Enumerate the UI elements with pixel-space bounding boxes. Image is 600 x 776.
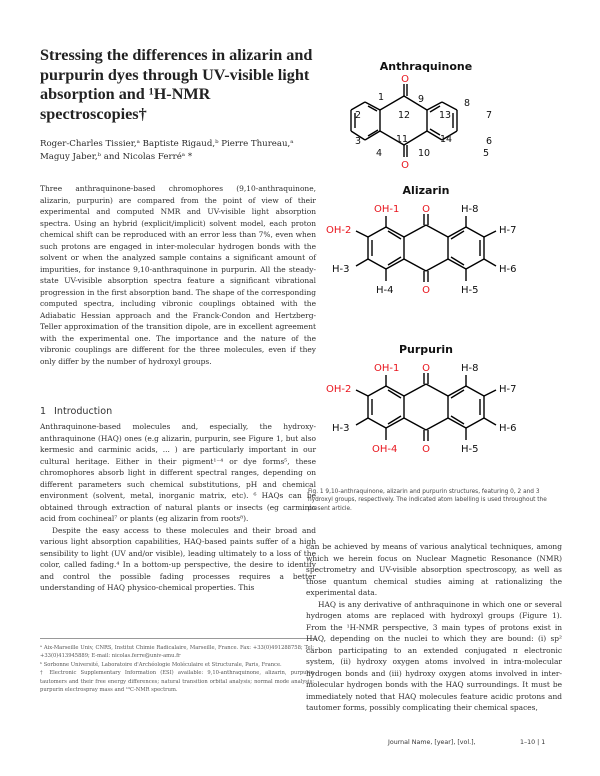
- purpurin-oh-1: OH-1: [374, 363, 400, 374]
- atom-label-13: 13: [439, 110, 452, 121]
- footnote-rule: [40, 638, 316, 639]
- purpurin-o-top: O: [422, 363, 430, 374]
- anthraquinone-title: Anthraquinone: [379, 60, 473, 73]
- alizarin-oh-1: OH-1: [374, 204, 400, 215]
- intro-paragraph-3: can be achieved by means of various analytical techniques, among which we herein focus on Nuclear Magnetic Resonance (NMR) spectrometry and UV-visible absorption spectroscopy, as well as those quantum chemical studies aiming at rationalizing the experimental data.: [306, 542, 562, 598]
- alizarin-h-5: H-5: [461, 285, 479, 296]
- intro-paragraph-4: HAQ is any derivative of anthraquinone in which one or several hydrogen atoms are replaced with hydroxyl groups (Figure 1). From the ¹H-NMR perspective, 3 main types of protons exist in HAQ, depending on the nuclei to which they are bound: (i) sp² carbon participating to an extended conjugated π electronic system, (ii) hydroxy oxygen atoms involved in intra-molecular hydrogen bonds and (iii) hydroxy oxygen atoms involved in inter-molecular hydrogen bonds with the HAQ surroundings. It must be immediately noted that HAQ molecules feature acidic protons and tautomer forms, possibly complicating their chemical spaces,: [306, 599, 562, 713]
- footnotes: [40, 644, 314, 694]
- footer-page-number: 1–10 | 1: [520, 739, 546, 746]
- atom-label-11: 11: [396, 134, 409, 145]
- atom-label-5: 5: [483, 148, 490, 159]
- atom-label-3: 3: [355, 136, 362, 147]
- purpurin-o-bottom: O: [422, 444, 430, 455]
- footer-journal: Journal Name, [year], [vol.],: [388, 739, 476, 746]
- footnote-b: ᵇ Sorbonne Université, Laboratoire d'Archéologie Moléculaire et Structurale, Paris, France.: [40, 661, 282, 668]
- purpurin-labels: [326, 363, 517, 455]
- purpurin-h-5: H-5: [461, 444, 479, 455]
- figure-1-structures: [318, 56, 566, 482]
- paper-title: Stressing the differences in alizarin and purpurin dyes through UV-visible light absorption and ¹H-NMR spectroscopies†: [40, 46, 313, 123]
- purpurin-oh-2: OH-2: [326, 384, 352, 395]
- atom-label-12: 12: [398, 110, 411, 121]
- atom-label-4: 4: [376, 148, 383, 159]
- anthraquinone-oxygen-top: O: [401, 74, 409, 85]
- alizarin-o-top: O: [422, 204, 430, 215]
- column-right: [306, 541, 562, 714]
- alizarin-h-8: H-8: [461, 204, 479, 215]
- section-heading-introduction: [40, 406, 112, 417]
- atom-label-8: 8: [464, 98, 471, 109]
- alizarin-h-7: H-7: [499, 225, 517, 236]
- anthraquinone-oxygen-bottom: O: [401, 160, 409, 171]
- footnote-a: ᵃ Aix-Marseille Univ, CNRS, Institut Chimie Radicalaire, Marseille, France. Fax: +33(0)491288758; Tel: +33(0)413945889; E-mail: nicolas.ferre@univ-amu.fr: [40, 645, 314, 660]
- atom-label-2: 2: [355, 110, 362, 121]
- column-left: [40, 421, 316, 594]
- alizarin-h-3: H-3: [332, 264, 350, 275]
- alizarin-title: Alizarin: [402, 184, 450, 197]
- section-title: Introduction: [54, 406, 113, 417]
- purpurin-structure: [356, 373, 496, 441]
- alizarin-h-4: H-4: [376, 285, 394, 296]
- purpurin-title: Purpurin: [398, 343, 454, 356]
- purpurin-h-6: H-6: [499, 423, 517, 434]
- purpurin-h-8: H-8: [461, 363, 479, 374]
- intro-paragraph-1: Anthraquinone-based molecules and, especially, the hydroxy-anthraquinone (HAQ) ones (e.g alizarin, purpurin, see Figure 1, but also kermesic and carminic acids, ... ) are particularly important in our cultural heritage. Either in their pigment¹⁻⁴ or dye forms⁵, these chromophores absorb light in different spectral ranges, depending on different parameters such chemical substitutions, pH and chemical environment (solvent, metal, inorganic matrix, etc). ⁶ HAQs can be obtained through extraction of natural plants or insects (eg carminic acid from cochineal⁷ or plants (eg alizarin from roots⁸).: [40, 422, 316, 524]
- purpurin-oh-4: OH-4: [372, 444, 398, 455]
- atom-label-9: 9: [418, 94, 425, 105]
- atom-label-10: 10: [418, 148, 431, 159]
- atom-label-6: 6: [486, 136, 493, 147]
- alizarin-o-bottom: O: [422, 285, 430, 296]
- atom-label-7: 7: [486, 110, 493, 121]
- purpurin-h-3: H-3: [332, 423, 350, 434]
- alizarin-structure: [356, 214, 496, 282]
- atom-label-14: 14: [440, 134, 453, 145]
- alizarin-labels: [326, 204, 517, 296]
- alizarin-h-6: H-6: [499, 264, 517, 275]
- alizarin-oh-2: OH-2: [326, 225, 352, 236]
- figure-caption: Fig. 1 9,10-anthraquinone, alizarin and purpurin structures, featuring 0, 2 and 3 hydroxyl groups, respectively. The indicated atom labelling is used throughout the present article.: [308, 489, 547, 512]
- footnote-esi: † Electronic Supplementary Information (ESI) available: 9,10-anthraquinone, alizarin, purpurin tautomers and their free energy differences; natural transition orbital analysis; normal mode analysis; purpurin electrospray mass and ¹³C-NMR spectrum.: [40, 670, 314, 694]
- atom-label-1: 1: [378, 92, 385, 103]
- purpurin-h-7: H-7: [499, 384, 517, 395]
- intro-paragraph-2: Despite the easy access to these molecules and their broad and various light absorption capabilities, HAQ-based paints suffer of a high sensibility to light (UV and/or visible), leading ultimately to a loss of the color, called fading.⁴ In a bottom-up perspective, the desire to identify and control the possible fading processes requires a better understanding of HAQ physico-chemical properties. This: [40, 525, 316, 593]
- abstract: Three anthraquinone-based chromophores (9,10-anthraquinone, alizarin, purpurin) are compared from the point of view of their experimental and computed NMR and UV-visible light absorption spectra. Using an hybrid (explicit/implicit) solvent model, each proton chemical shift can be reproduced with an error less than 7%, even when such protons are engaged in inter-molecular hydrogen bonds with the solvent or when the analyzed sample contains a significant amount of impurities, for instance 9,10-anthraquinone in purpurin. All the steady-state UV-visible absorption spectra feature a significant vibrational progression in the first absorption band. The shape of the corresponding computed spectra, including vibronic couplings obtained with the Adiabatic Hessian approach and the Franck-Condon and Hertzberg-Teller approximation of the transition dipole, are in excellent agreement with the experimental one. The importance and the nature of the vibronic couplings are different for the three molecules, even if they only differ by the number of hydroxyl groups.: [40, 184, 316, 366]
- section-number: 1: [40, 406, 47, 417]
- author-list: Roger-Charles Tissier,ᵃ Baptiste Rigaud,ᵇ Pierre Thureau,ᵃ Maguy Jaber,ᵇ and Nicolas Ferréᵃ *: [40, 139, 294, 162]
- anthraquinone-atom-labels: [355, 92, 492, 159]
